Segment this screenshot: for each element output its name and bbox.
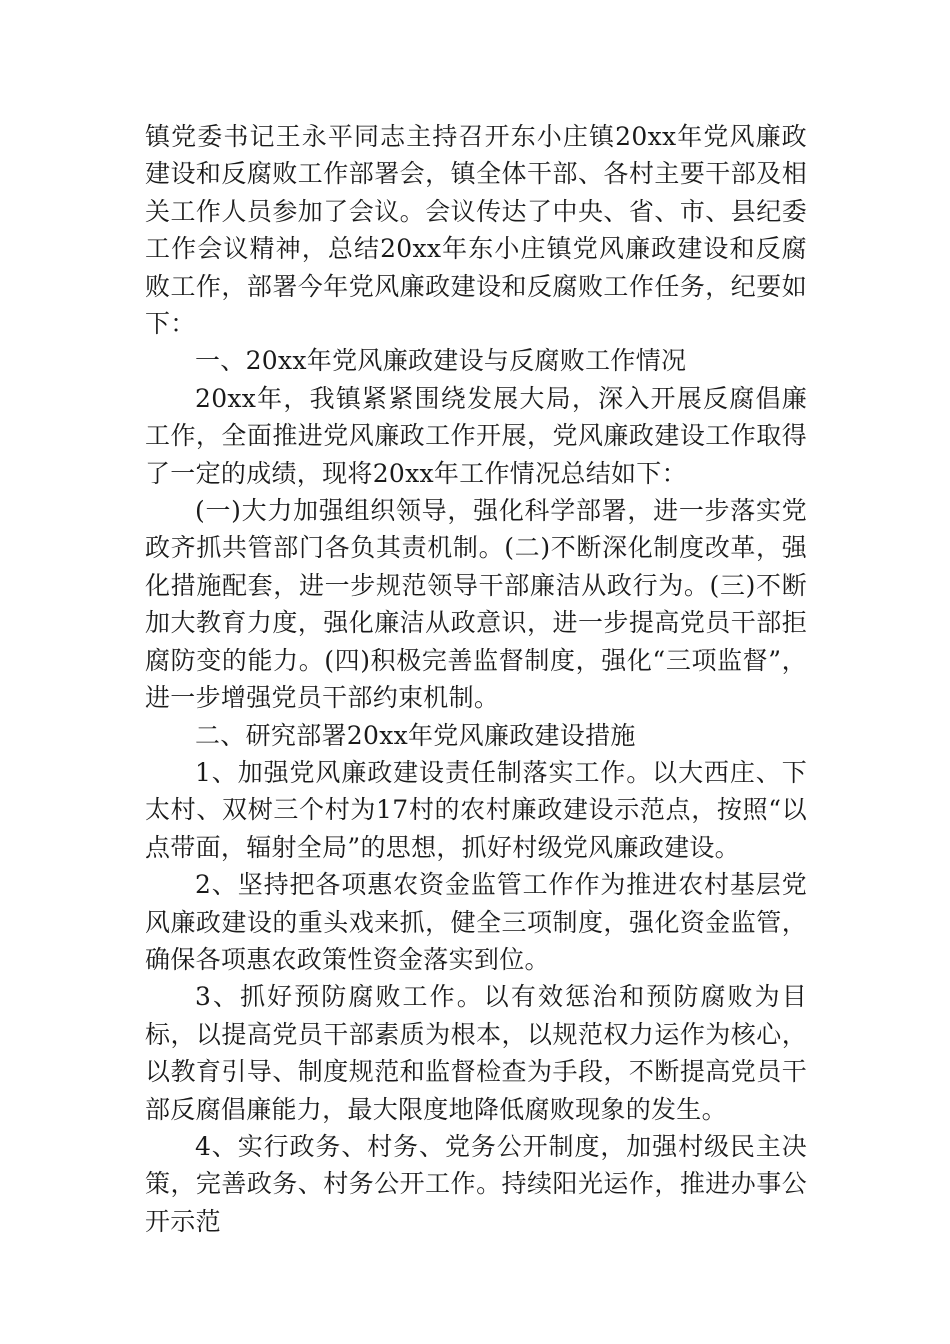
section-heading-2: 二、研究部署20xx年党风廉政建设措施 bbox=[195, 720, 636, 750]
body-paragraph: 20xx年，我镇紧紧围绕发展大局，深入开展反腐倡廉工作，全面推进党风廉政工作开展，党风廉政建设工作取得了一定的成绩，现将20xx年工作情况总结如下： bbox=[145, 383, 807, 488]
list-item: 3、抓好预防腐败工作。以有效惩治和预防腐败为目标，以提高党员干部素质为根本，以规范权力运作为核心，以教育引导、制度规范和监督检查为手段，不断提高党员干部反腐倡廉能力，最大限度地降低腐败现象的发生。 bbox=[145, 982, 807, 1124]
intro-paragraph: 镇党委书记王永平同志主持召开东小庄镇20xx年党风廉政建设和反腐败工作部署会，镇全体干部、各村主要干部及相关工作人员参加了会议。会议传达了中央、省、市、县纪委工作会议精神，总结20xx年东小庄镇党风廉政建设和反腐败工作，部署今年党风廉政建设和反腐败工作任务，纪要如下： bbox=[145, 122, 807, 339]
list-item: 1、加强党风廉政建设责任制落实工作。以大西庄、下太村、双树三个村为17村的农村廉政建设示范点，按照“以点带面，辐射全局”的思想，抓好村级党风廉政建设。 bbox=[145, 757, 807, 862]
body-paragraph: (一)大力加强组织领导，强化科学部署，进一步落实党政齐抓共管部门各负其责机制。(二)不断深化制度改革，强化措施配套，进一步规范领导干部廉洁从政行为。(三)不断加大教育力度，强化廉洁从政意识，进一步提高党员干部拒腐防变的能力。(四)积极完善监督制度，强化“三项监督”，进一步增强党员干部约束机制。 bbox=[145, 496, 807, 713]
document-body bbox=[145, 118, 807, 1240]
list-item: 2、坚持把各项惠农资金监管工作作为推进农村基层党风廉政建设的重头戏来抓，健全三项制度，强化资金监管，确保各项惠农政策性资金落实到位。 bbox=[145, 870, 807, 974]
list-item: 4、实行政务、村务、党务公开制度，加强村级民主决策，完善政务、村务公开工作。持续阳光运作，推进办事公开示范 bbox=[145, 1131, 807, 1236]
section-heading-1: 一、20xx年党风廉政建设与反腐败工作情况 bbox=[195, 346, 687, 376]
